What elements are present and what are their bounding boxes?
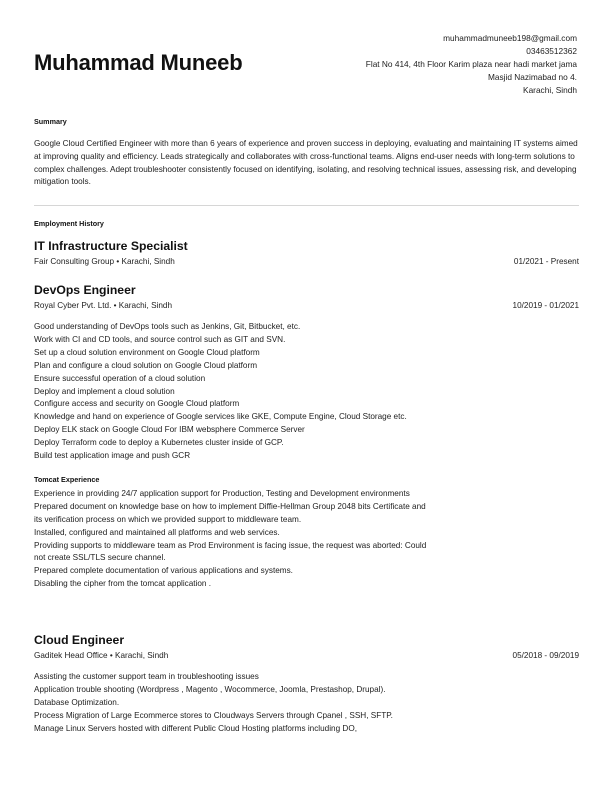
contact-block [366,32,577,97]
job-meta [34,257,579,268]
duty-line: Deploy ELK stack on Google Cloud For IBM websphere Commerce Server [34,425,305,435]
job-meta [34,651,579,662]
contact-address-line-1: Flat No 414, 4th Floor Karim plaza near hadi market jama [365,58,577,69]
job-company: Gaditek Head Office • Karachi, Sindh [34,651,169,660]
job-dates: 10/2019 - 01/2021 [512,301,579,310]
contact-email[interactable]: muhammadmuneeb198@gmail.com [443,33,577,43]
job-dates: 01/2021 - Present [513,257,579,266]
job-it-infrastructure-specialist [34,239,579,268]
job-company: Royal Cyber Pvt. Ltd. • Karachi, Sindh [34,301,173,310]
candidate-name: Muhammad Muneeb [34,50,243,75]
job-company: Fair Consulting Group • Karachi, Sindh [34,257,175,266]
duty-line: Database Optimization. [34,697,120,707]
duty-line: Plan and configure a cloud solution on Google Cloud platform [34,360,258,370]
employment-heading: Employment History [34,219,104,228]
job-cloud-engineer [34,633,579,736]
duty-line: Experience in providing 24/7 application support for Production, Testing and Development environments [34,488,410,498]
summary-text: Google Cloud Certified Engineer with more than 6 years of experience and proven success in deploying, evaluating and maintaining IT systems aimed at improving quality and efficiency. Leads strategically and collaborates with cross-functional teams. Aligns end-user needs with long-term solutions to complex challenges. Adept troubleshooter consistently focused on identifying, isolating, and resolving technical issues, assessing risk, and developing mitigation tools. [34,139,578,187]
duty-line: Configure access and security on Google Cloud platform [34,399,240,409]
job-title: IT Infrastructure Specialist [34,239,188,253]
job-meta [34,301,579,312]
job-duties [34,671,429,736]
tomcat-experience-heading: Tomcat Experience [34,474,100,484]
duty-line: Assisting the customer support team in troubleshooting issues [34,672,259,681]
job-dates: 05/2018 - 09/2019 [512,651,579,660]
contact-address-line-2: Masjid Nazimabad no 4. [487,71,577,82]
duty-line: Manage Linux Servers hosted with different Public Cloud Hosting platforms including DO, [34,723,357,733]
duty-line: Disabling the cipher from the tomcat application . [34,579,212,589]
duty-line: Installed, configured and maintained all platforms and web services. [34,527,280,537]
job-duties [34,321,429,463]
tomcat-duties [34,488,429,591]
duty-line: Set up a cloud solution environment on Google Cloud platform [34,347,260,357]
contact-phone[interactable]: 03463512362 [526,45,577,56]
summary-heading: Summary [34,117,67,126]
duty-line: Knowledge and hand on experience of Google services like GKE, Compute Engine, Cloud Storage etc. [34,412,407,422]
job-devops-engineer [34,283,579,591]
duty-line: Prepared complete documentation of various applications and systems. [34,566,293,576]
duty-line: Application trouble shooting (Wordpress , Magento , Wocommerce, Joomla, Prestashop, Drupal). [34,684,386,694]
job-title: Cloud Engineer [34,633,125,647]
job-title: DevOps Engineer [34,283,136,297]
duty-line: Work with CI and CD tools, and source control such as GIT and SVN. [34,334,286,344]
contact-city: Karachi, Sindh [523,84,577,95]
duty-line: Build test application image and push GCR [34,451,191,461]
duty-line: Deploy and implement a cloud solution [34,386,175,396]
duty-line: Good understanding of DevOps tools such as Jenkins, Git, Bitbucket, etc. [34,322,301,331]
duty-line: Prepared document on knowledge base on how to implement Diffie-Hellman Group 2048 bits Certificate and its verification process on which we provided support to middleware team. [34,501,426,524]
duty-line: Deploy Terraform code to deploy a Kubernetes cluster inside of GCP. [34,438,284,448]
duty-line: Process Migration of Large Ecommerce stores to Cloudways Servers through Cpanel , SSH, SFTP. [34,710,393,720]
duty-line: Ensure successful operation of a cloud solution [34,373,206,383]
section-divider [34,205,579,206]
duty-line: Providing supports to middleware team as Prod Environment is facing issue, the request was aborted: Could not create SSL/TLS secure channel. [34,540,427,563]
